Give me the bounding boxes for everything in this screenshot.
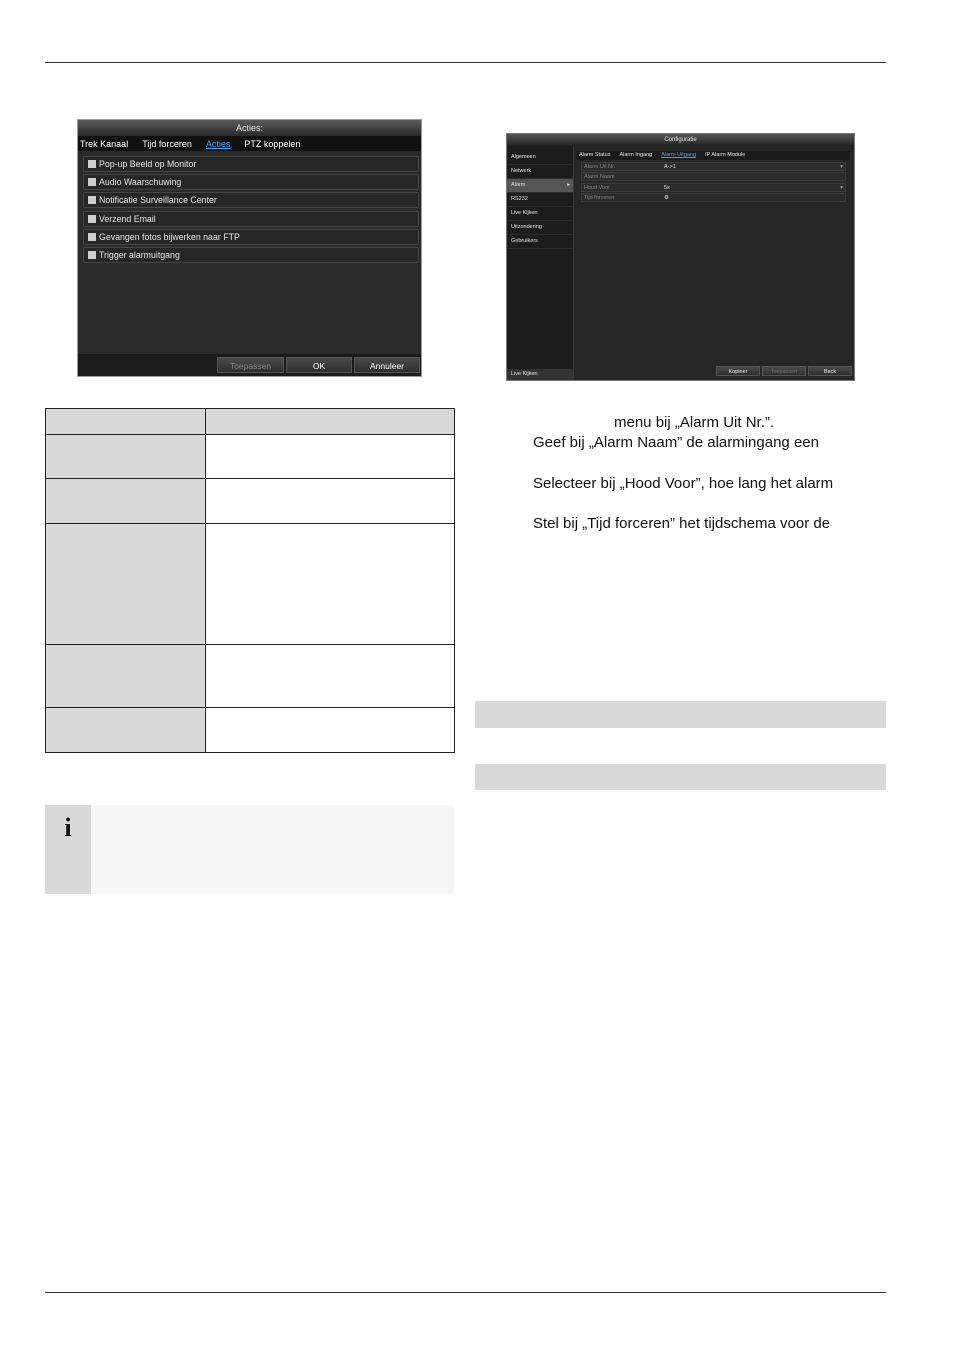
config-subtabs — [577, 151, 850, 160]
table-row — [46, 524, 455, 645]
field-label: Alarm Naam — [584, 174, 615, 180]
table-cell — [46, 479, 206, 524]
sidebar-item-gebruikers[interactable]: Gebruikers — [507, 235, 573, 249]
sidebar-item-alarm[interactable] — [507, 179, 573, 193]
tab-trek-kanaal[interactable]: Trek Kanaal — [80, 138, 129, 149]
option-label: Audio Waarschuwing — [99, 177, 182, 188]
option-audio-warning[interactable] — [83, 174, 419, 190]
dialog-button-bar — [78, 354, 421, 376]
config-title: Configuratie — [507, 134, 854, 146]
field-value: 5s — [664, 184, 670, 191]
checkbox[interactable] — [88, 251, 96, 259]
bottom-rule — [45, 1292, 886, 1293]
alarm-uit-nr-field[interactable] — [581, 162, 846, 171]
section-bar — [475, 701, 886, 728]
option-label: Notificatie Surveillance Center — [99, 195, 217, 206]
section-bar — [475, 764, 886, 790]
acties-dialog — [77, 119, 422, 377]
cancel-button[interactable]: Annuleer — [354, 357, 420, 373]
sidebar-item-live-kijken[interactable]: Live Kijken — [507, 207, 573, 221]
checkbox[interactable] — [88, 196, 96, 204]
houd-voor-field[interactable] — [581, 183, 846, 192]
option-label: Pop-up Beeld op Monitor — [99, 159, 197, 169]
table-cell — [46, 645, 206, 708]
tab-tijd-forceren[interactable]: Tijd forceren — [142, 138, 192, 149]
tab-alarm-uitgang[interactable]: Alarm Uitgang — [661, 152, 697, 158]
apply-button[interactable]: Toepassen — [762, 366, 806, 376]
option-label: Verzend Email — [99, 213, 156, 224]
option-trigger-output[interactable] — [83, 247, 419, 263]
sidebar-item-algemeen[interactable]: Algemeen — [507, 151, 573, 165]
apply-button[interactable]: Toepassen — [217, 357, 284, 373]
checkbox[interactable] — [88, 178, 96, 186]
instruction-line: menu bij „Alarm Uit Nr.”. — [614, 414, 775, 431]
configuratie-screen — [506, 133, 855, 381]
field-label: Tijd forceren — [584, 195, 615, 201]
option-notify-center[interactable] — [83, 192, 419, 208]
tab-ip-alarm-module[interactable]: IP Alarm Module — [705, 152, 746, 158]
checkbox[interactable] — [88, 160, 96, 168]
config-main — [577, 151, 850, 380]
action-options — [83, 156, 419, 265]
table-cell — [46, 708, 206, 753]
table-cell — [46, 524, 206, 645]
alarm-naam-field[interactable] — [581, 172, 846, 181]
table-cell — [206, 645, 455, 708]
field-label: Houd Voor — [584, 184, 610, 191]
sidebar-item-uitzondering[interactable]: Uitzondering — [507, 221, 573, 235]
option-send-email[interactable] — [83, 211, 419, 227]
settings-table — [45, 408, 455, 753]
table-row — [46, 435, 455, 479]
chevron-right-icon: ▸ — [567, 182, 570, 188]
checkbox[interactable] — [88, 233, 96, 241]
gear-icon[interactable]: ⚙ — [664, 195, 669, 201]
table-cell — [46, 409, 206, 435]
tijd-forceren-field[interactable] — [581, 193, 846, 202]
dialog-title: Acties: — [78, 120, 421, 136]
field-value: A->1 — [664, 163, 676, 170]
top-rule — [45, 62, 886, 63]
chevron-down-icon: ▾ — [840, 163, 843, 170]
option-label: Gevangen fotos bijwerken naar FTP — [99, 231, 240, 242]
tab-alarm-ingang[interactable]: Alarm Ingang — [619, 152, 653, 158]
table-row — [46, 645, 455, 708]
instruction-line: Selecteer bij „Hood Voor”, hoe lang het alarm — [533, 475, 834, 492]
table-cell — [206, 409, 455, 435]
table-row — [46, 479, 455, 524]
dialog-tabs — [78, 136, 421, 151]
copy-button[interactable]: Kopieer — [716, 366, 760, 376]
info-note — [45, 805, 454, 894]
info-icon: i — [64, 813, 72, 842]
checkbox[interactable] — [88, 215, 96, 223]
live-kijken-button[interactable]: Live Kijken — [507, 369, 573, 380]
field-label: Alarm Uit Nr. — [584, 163, 616, 170]
table-cell — [206, 479, 455, 524]
table-cell — [46, 435, 206, 479]
table-row — [46, 708, 455, 753]
table-cell — [206, 435, 455, 479]
sidebar-item-netwerk[interactable]: Netwerk — [507, 165, 573, 179]
chevron-down-icon: ▾ — [840, 184, 843, 191]
tab-alarm-status[interactable]: Alarm Status — [579, 152, 611, 158]
instruction-line: Stel bij „Tijd forceren” het tijdschema voor de — [533, 515, 831, 532]
config-sidebar — [507, 146, 574, 380]
sidebar-item-label: Alarm — [511, 182, 526, 188]
tab-acties[interactable]: Acties — [205, 138, 231, 149]
option-popup-monitor[interactable] — [83, 156, 419, 172]
ok-button[interactable]: OK — [286, 357, 352, 373]
table-cell — [206, 524, 455, 645]
table-cell — [206, 708, 455, 753]
option-ftp-upload[interactable] — [83, 229, 419, 245]
option-label: Trigger alarmuitgang — [99, 249, 180, 260]
sidebar-item-rs232[interactable]: RS232 — [507, 193, 573, 207]
tab-ptz-koppelen[interactable]: PTZ koppelen — [244, 138, 301, 149]
instruction-line: Geef bij „Alarm Naam” de alarmingang een — [533, 434, 819, 451]
back-button[interactable]: Back — [808, 366, 852, 376]
table-row — [46, 409, 455, 435]
